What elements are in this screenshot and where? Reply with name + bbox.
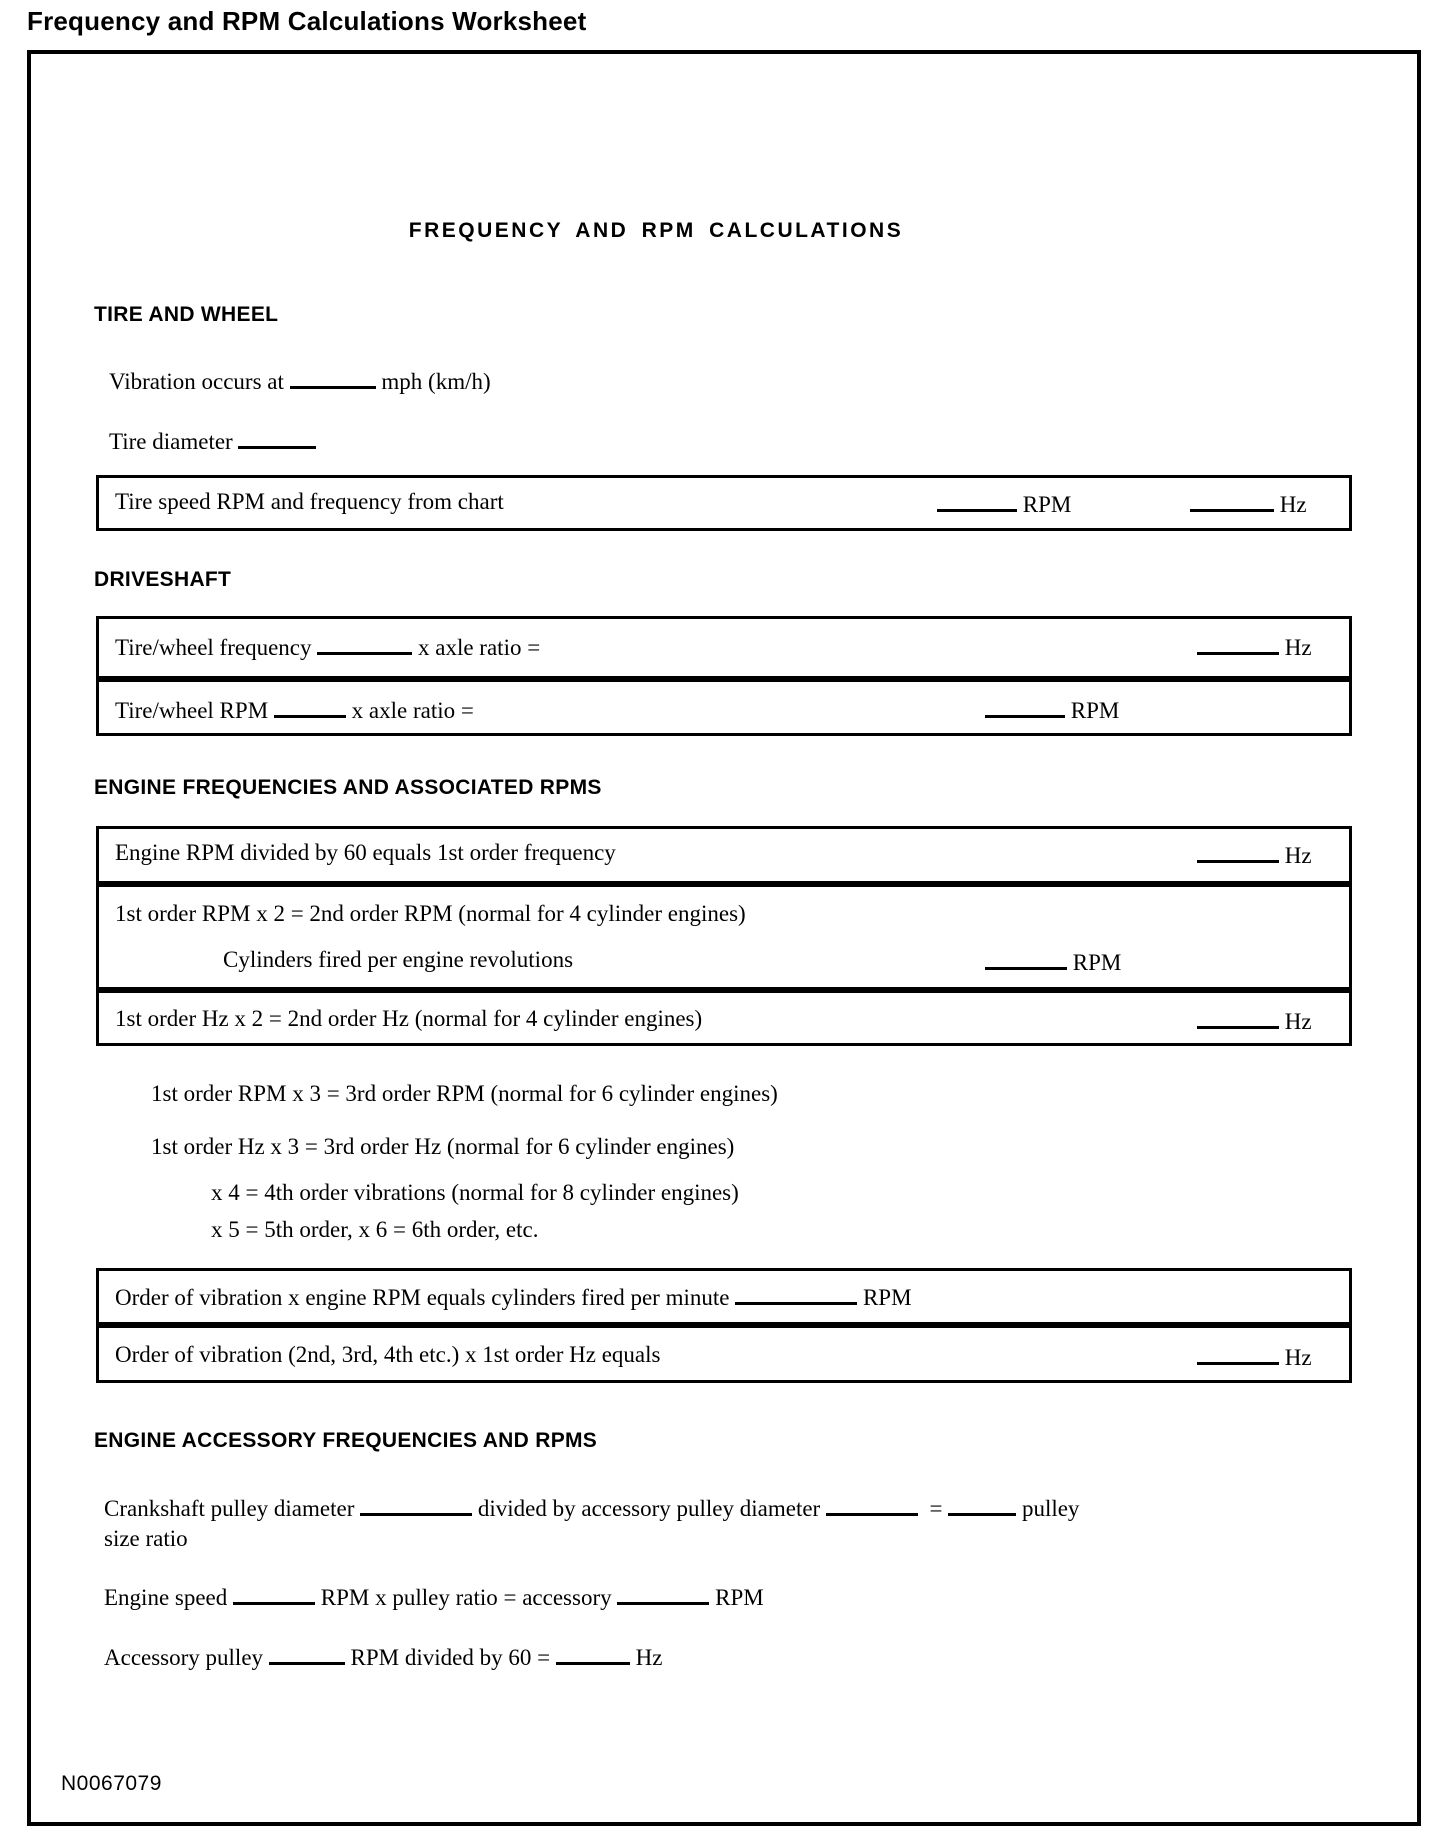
order-rpm-row bbox=[99, 1271, 1349, 1322]
note-third-order-hz: 1st order Hz x 3 = 3rd order Hz (normal for 6 cylinder engines) bbox=[151, 1134, 735, 1159]
engine-first-order-hz-field bbox=[1197, 840, 1312, 869]
engine-second-order-hz-row bbox=[99, 987, 1349, 1043]
note-fifth-order: x 5 = 5th order, x 6 = 6th order, etc. bbox=[211, 1217, 539, 1242]
driveshaft-frequency-blank bbox=[317, 632, 412, 655]
crankshaft-pre-label: Crankshaft pulley diameter bbox=[104, 1496, 355, 1521]
accessory-pulley-hz-blank bbox=[556, 1642, 630, 1665]
crankshaft-line bbox=[104, 1493, 1079, 1522]
engine-frequencies-box bbox=[96, 826, 1352, 1046]
tire-diameter-blank bbox=[238, 426, 316, 449]
engine-second-order-hz-unit: Hz bbox=[1284, 1009, 1312, 1034]
tire-chart-box bbox=[96, 475, 1352, 531]
engine-speed-blank bbox=[233, 1582, 315, 1605]
order-hz-row bbox=[99, 1322, 1349, 1380]
driveshaft-rpm-row bbox=[99, 676, 1349, 733]
vibration-line bbox=[109, 366, 491, 395]
vibration-post-label: mph (km/h) bbox=[381, 369, 491, 394]
engine-second-order-rpm-row bbox=[99, 881, 1349, 987]
crankshaft-mid-label: divided by accessory pulley diameter bbox=[477, 1496, 821, 1521]
order-rpm-blank bbox=[735, 1282, 857, 1305]
tire-diameter-line bbox=[109, 426, 316, 455]
engine-first-order-label: Engine RPM divided by 60 equals 1st order frequency bbox=[115, 840, 616, 865]
section-heading-driveshaft: DRIVESHAFT bbox=[94, 568, 232, 591]
driveshaft-rpm-unit: RPM bbox=[1070, 698, 1120, 723]
engine-first-order-hz-unit: Hz bbox=[1284, 843, 1312, 868]
accessory-pulley-pre-label: Accessory pulley bbox=[104, 1645, 264, 1670]
accessory-pulley-hz-unit: Hz bbox=[635, 1645, 663, 1670]
order-hz-blank bbox=[1197, 1342, 1279, 1365]
note-third-order-rpm: 1st order RPM x 3 = 3rd order RPM (normal for 6 cylinder engines) bbox=[151, 1081, 778, 1106]
cylinders-fired-rpm-unit: RPM bbox=[1072, 950, 1122, 975]
driveshaft-rpm-inline-blank bbox=[274, 695, 346, 718]
accessory-pulley-rpm-blank bbox=[269, 1642, 345, 1665]
engine-first-order-row bbox=[99, 829, 1349, 881]
note-fourth-order: x 4 = 4th order vibrations (normal for 8 cylinder engines) bbox=[211, 1180, 739, 1205]
tire-hz-field bbox=[1190, 489, 1307, 518]
tire-chart-row-label: Tire speed RPM and frequency from chart bbox=[115, 489, 504, 514]
crankshaft-equals: = bbox=[929, 1496, 943, 1521]
driveshaft-frequency-post: x axle ratio = bbox=[418, 635, 541, 660]
engine-speed-post-label: RPM bbox=[715, 1585, 764, 1610]
worksheet-frame bbox=[27, 50, 1421, 1826]
order-rpm-label bbox=[115, 1282, 912, 1311]
accessory-rpm-blank bbox=[617, 1582, 709, 1605]
section-heading-engine-accessory: ENGINE ACCESSORY FREQUENCIES AND RPMS bbox=[94, 1429, 598, 1452]
driveshaft-rpm-label bbox=[115, 695, 474, 724]
tire-rpm-field bbox=[937, 489, 1071, 518]
accessory-diameter-blank bbox=[826, 1493, 918, 1516]
order-rpm-unit: RPM bbox=[862, 1285, 912, 1310]
driveshaft-rpm-post: x axle ratio = bbox=[351, 698, 474, 723]
engine-speed-mid-label: RPM x pulley ratio = accessory bbox=[320, 1585, 612, 1610]
engine-second-order-hz-blank bbox=[1197, 1006, 1279, 1029]
cylinders-fired-label: Cylinders fired per engine revolutions bbox=[223, 947, 574, 972]
engine-second-order-hz-label: 1st order Hz x 2 = 2nd order Hz (normal for 4 cylinder engines) bbox=[115, 1006, 703, 1031]
section-heading-tire-and-wheel: TIRE AND WHEEL bbox=[94, 303, 279, 326]
driveshaft-frequency-pre: Tire/wheel frequency bbox=[115, 635, 312, 660]
order-of-vibration-box bbox=[96, 1268, 1352, 1383]
accessory-pulley-line bbox=[104, 1642, 662, 1671]
tire-rpm-blank bbox=[937, 489, 1017, 512]
tire-diameter-label: Tire diameter bbox=[109, 429, 233, 454]
tire-rpm-unit: RPM bbox=[1022, 492, 1072, 517]
engine-speed-line bbox=[104, 1582, 764, 1611]
engine-speed-pre-label: Engine speed bbox=[104, 1585, 228, 1610]
engine-second-order-hz-field bbox=[1197, 1006, 1312, 1035]
driveshaft-rpm-field bbox=[985, 695, 1119, 724]
cylinders-fired-rpm-blank bbox=[985, 947, 1067, 970]
driveshaft-hz-unit: Hz bbox=[1284, 635, 1312, 660]
figure-id: N0067079 bbox=[61, 1772, 162, 1795]
accessory-pulley-mid-label: RPM divided by 60 = bbox=[350, 1645, 551, 1670]
driveshaft-box bbox=[96, 616, 1352, 736]
order-hz-label: Order of vibration (2nd, 3rd, 4th etc.) x 1st order Hz equals bbox=[115, 1342, 661, 1367]
order-hz-field bbox=[1197, 1342, 1312, 1371]
tire-hz-unit: Hz bbox=[1279, 492, 1307, 517]
tire-hz-blank bbox=[1190, 489, 1274, 512]
size-ratio-wrap-label: size ratio bbox=[104, 1526, 188, 1551]
crankshaft-post-label: pulley bbox=[1021, 1496, 1080, 1521]
worksheet-heading: FREQUENCY AND RPM CALCULATIONS bbox=[408, 219, 904, 242]
page-title: Frequency and RPM Calculations Worksheet bbox=[27, 6, 587, 36]
driveshaft-frequency-label bbox=[115, 632, 540, 661]
vibration-speed-blank bbox=[290, 366, 376, 389]
driveshaft-hz-field bbox=[1197, 632, 1312, 661]
tire-chart-row bbox=[99, 478, 1349, 528]
pulley-ratio-blank bbox=[948, 1493, 1016, 1516]
engine-second-order-rpm-label: 1st order RPM x 2 = 2nd order RPM (normal for 4 cylinder engines) bbox=[115, 901, 746, 926]
driveshaft-rpm-blank bbox=[985, 695, 1065, 718]
crankshaft-diameter-blank bbox=[360, 1493, 472, 1516]
driveshaft-hz-blank bbox=[1197, 632, 1279, 655]
driveshaft-frequency-row bbox=[99, 619, 1349, 676]
vibration-pre-label: Vibration occurs at bbox=[109, 369, 284, 394]
section-heading-engine-frequencies: ENGINE FREQUENCIES AND ASSOCIATED RPMS bbox=[94, 776, 602, 799]
engine-first-order-hz-blank bbox=[1197, 840, 1279, 863]
cylinders-fired-rpm-field bbox=[985, 947, 1121, 976]
order-hz-unit: Hz bbox=[1284, 1345, 1312, 1370]
order-rpm-text: Order of vibration x engine RPM equals cylinders fired per minute bbox=[115, 1285, 730, 1310]
driveshaft-rpm-pre: Tire/wheel RPM bbox=[115, 698, 269, 723]
